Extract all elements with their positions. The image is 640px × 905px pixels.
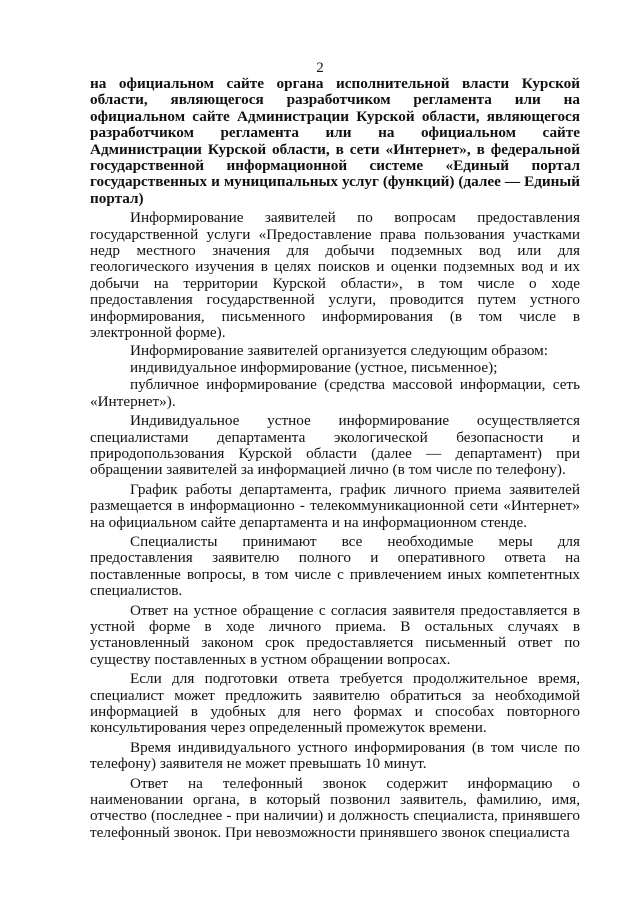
paragraph-public-informing: публичное информирование (средства массовой информации, сеть «Интернет»). [90, 376, 580, 410]
paragraph-individual-informing: индивидуальное информирование (устное, письменное); [130, 358, 498, 376]
paragraph-time-limit: Время индивидуального устного информирования (в том числе по телефону) заявителя не может превышать 10 минут. [90, 738, 580, 773]
paragraph-oral-answer: Ответ на устное обращение с согласия заявителя предоставляется в устной форме в ходе личного приема. В остальных случаях в установленный законом срок предоставляется письменный ответ по существу поставленных в устном обращении вопросах. [90, 601, 580, 668]
paragraph-site-info: на официальном сайте органа исполнительной власти Курской области, являющегося разработчиком регламента или на официальном сайте Администрации Курской области, являющегося разработчиком регламента или на официальном сайте Администрации Курской области, в сети «Интернет», в федеральной государственной информационной системе «Единый портал государственных и муниципальных услуг (функций) (далее — Единый портал) [90, 75, 580, 207]
paragraph-phone-answer: Ответ на телефонный звонок содержит информацию о наименовании органа, в который позвонил заявитель, фамилию, имя, отчество (последнее - при наличии) и должность специалиста, принявшего телефонный звонок. При невозможности принявшего звонок специалиста [90, 774, 580, 841]
page-number: 2 [316, 60, 324, 76]
paragraph-oral-informing: Индивидуальное устное информирование осуществляется специалистами департамента экологической безопасности и природопользования Курской области (далее — департамент) при обращении заявителей за информацией лично (в том числе по телефону). [90, 412, 580, 479]
paragraph-informing-applicants: Информирование заявителей по вопросам предоставления государственной услуги «Предоставление права пользования участками недр местного значения для добычи подземных вод или для геологического изучения в целях поисков и оценки подземных вод и их добычи на территории Курской области», в том числе о ходе предоставления государственной услуги, проводится путем устного информирования, письменного информирования (в том числе в электронной форме). [90, 209, 580, 342]
paragraph-specialists-measures: Специалисты принимают все необходимые меры для предоставления заявителю полного и оперативного ответа на поставленные вопросы, в том числе с привлечением иных компетентных специалистов. [90, 532, 580, 600]
paragraph-work-schedule: График работы департамента, график личного приема заявителей размещается в информационно - телекоммуникационной сети «Интернет» на официальном сайте департамента и на информационном стенде. [90, 480, 580, 531]
document-body [90, 76, 580, 841]
paragraph-long-preparation: Если для подготовки ответа требуется продолжительное время, специалист может предложить заявителю обратиться за необходимой информацией в удобных для него формах и способах повторного консультирования через определенный промежуток времени. [90, 670, 580, 737]
paragraph-informing-organization: Информирование заявителей организуется следующим образом: [130, 341, 549, 359]
